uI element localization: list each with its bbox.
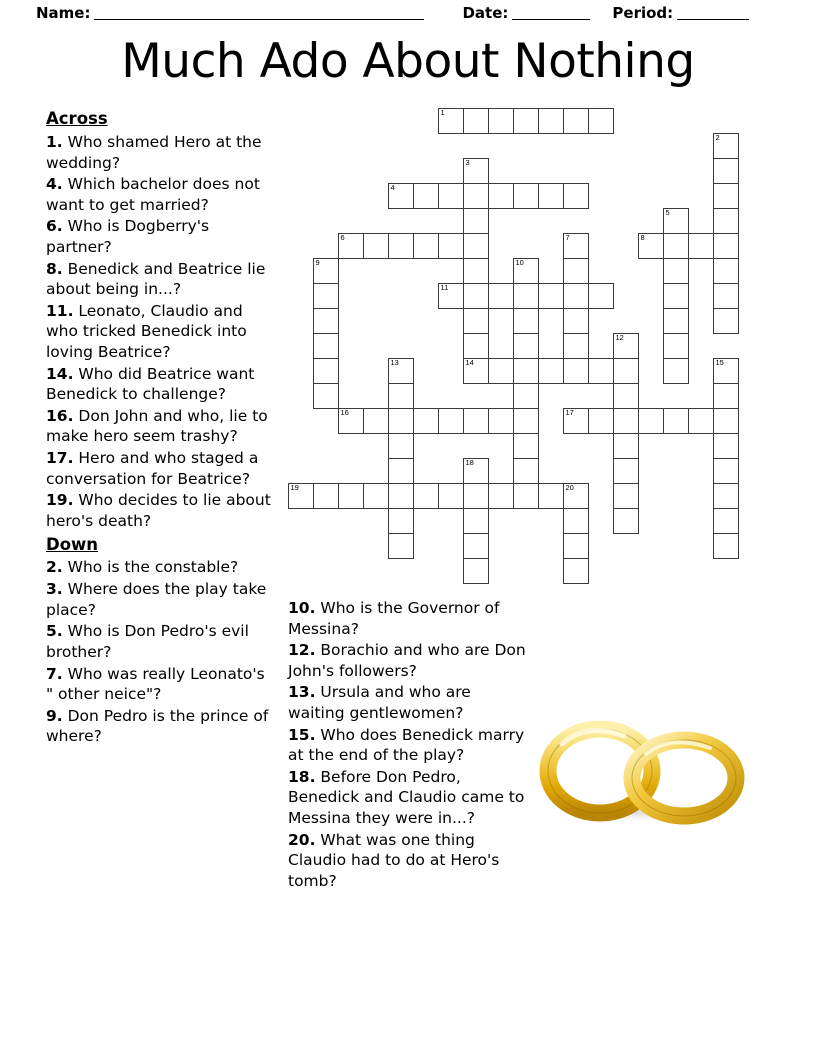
grid-cell[interactable] <box>663 233 689 259</box>
grid-cell-number: 11 <box>440 283 449 292</box>
grid-cell-numbered-1[interactable] <box>438 108 464 134</box>
grid-cell-number: 2 <box>715 133 720 142</box>
clue-across-11 <box>46 301 276 363</box>
grid-cell-number: 4 <box>390 183 395 192</box>
grid-cell-numbered-9[interactable] <box>313 258 339 284</box>
clue-number: 3. <box>46 580 63 599</box>
clue-text: Don Pedro is the prince of where? <box>46 706 269 746</box>
grid-cell-number: 7 <box>565 233 570 242</box>
down-clue-list-part2 <box>288 598 528 892</box>
grid-cell[interactable] <box>388 408 414 434</box>
date-label: Date: <box>462 4 509 22</box>
grid-cell[interactable] <box>563 358 589 384</box>
period-blank[interactable] <box>677 6 749 20</box>
grid-cell[interactable] <box>713 258 739 284</box>
grid-cell[interactable] <box>538 108 564 134</box>
grid-cell[interactable] <box>713 208 739 234</box>
clue-text: Ursula and who are waiting gentlewomen? <box>288 683 471 723</box>
grid-cell[interactable] <box>388 483 414 509</box>
grid-cell[interactable] <box>613 408 639 434</box>
wedding-rings-image <box>538 716 754 826</box>
grid-cell[interactable] <box>463 533 489 559</box>
grid-cell-numbered-2[interactable] <box>713 133 739 159</box>
grid-cell-number: 17 <box>565 408 574 417</box>
grid-cell-numbered-13[interactable] <box>388 358 414 384</box>
grid-cell[interactable] <box>513 358 539 384</box>
grid-cell[interactable] <box>613 458 639 484</box>
clue-column-middle <box>288 598 528 893</box>
clue-number: 9. <box>46 706 63 725</box>
clue-number: 1. <box>46 132 63 151</box>
grid-cell[interactable] <box>488 183 514 209</box>
grid-cell-numbered-14[interactable] <box>463 358 489 384</box>
grid-cell-number: 19 <box>290 483 299 492</box>
clue-across-17 <box>46 448 276 489</box>
grid-cell-number: 10 <box>515 258 524 267</box>
clue-text: Who is Dogberry's partner? <box>46 217 210 256</box>
grid-cell[interactable] <box>613 508 639 534</box>
down-heading: Down <box>46 534 99 554</box>
grid-cell[interactable] <box>388 233 414 259</box>
grid-cell[interactable] <box>363 233 389 259</box>
clue-text: Before Don Pedro, Benedick and Claudio came to Messina they were in...? <box>288 767 525 828</box>
clue-number: 8. <box>46 259 63 278</box>
clue-text: Borachio and who are Don John's followers? <box>288 641 526 680</box>
clue-number: 14. <box>46 364 74 383</box>
clue-number: 19. <box>46 491 74 510</box>
clue-across-1 <box>46 132 276 173</box>
clue-down-2 <box>46 557 276 578</box>
grid-cell[interactable] <box>313 333 339 359</box>
grid-cell[interactable] <box>513 433 539 459</box>
grid-cell[interactable] <box>563 183 589 209</box>
clue-text: Who is the constable? <box>62 558 239 577</box>
grid-cell[interactable] <box>613 383 639 409</box>
grid-cell-numbered-11[interactable] <box>438 283 464 309</box>
grid-cell[interactable] <box>563 108 589 134</box>
grid-cell[interactable] <box>313 308 339 334</box>
grid-cell[interactable] <box>513 383 539 409</box>
grid-cell[interactable] <box>563 283 589 309</box>
grid-cell[interactable] <box>563 258 589 284</box>
grid-cell[interactable] <box>438 183 464 209</box>
grid-cell-numbered-8[interactable] <box>638 233 664 259</box>
grid-cell[interactable] <box>563 533 589 559</box>
grid-cell[interactable] <box>413 183 439 209</box>
grid-cell[interactable] <box>488 408 514 434</box>
grid-cell[interactable] <box>713 508 739 534</box>
grid-cell[interactable] <box>713 433 739 459</box>
grid-cell[interactable] <box>513 333 539 359</box>
grid-cell[interactable] <box>488 358 514 384</box>
grid-cell[interactable] <box>663 258 689 284</box>
grid-cell[interactable] <box>338 483 364 509</box>
grid-cell-numbered-12[interactable] <box>613 333 639 359</box>
grid-cell[interactable] <box>438 408 464 434</box>
clue-across-8 <box>46 259 276 300</box>
grid-cell[interactable] <box>513 458 539 484</box>
grid-cell[interactable] <box>463 183 489 209</box>
grid-cell-numbered-19[interactable] <box>288 483 314 509</box>
grid-cell[interactable] <box>613 358 639 384</box>
grid-cell[interactable] <box>463 558 489 584</box>
clue-across-4 <box>46 174 276 215</box>
grid-cell[interactable] <box>413 408 439 434</box>
grid-cell-numbered-3[interactable] <box>463 158 489 184</box>
clue-text: Benedick and Beatrice lie about being in...? <box>46 259 266 299</box>
grid-cell[interactable] <box>713 408 739 434</box>
clue-down-5 <box>46 621 276 662</box>
grid-cell[interactable] <box>463 108 489 134</box>
grid-cell[interactable] <box>688 233 714 259</box>
name-blank[interactable] <box>94 6 424 20</box>
clue-number: 7. <box>46 664 63 683</box>
grid-cell[interactable] <box>588 108 614 134</box>
grid-cell[interactable] <box>713 183 739 209</box>
date-blank[interactable] <box>512 6 590 20</box>
clue-number: 13. <box>288 683 316 702</box>
clue-text: Don John and who, lie to make hero seem trashy? <box>46 406 268 446</box>
grid-cell[interactable] <box>538 183 564 209</box>
grid-cell[interactable] <box>713 458 739 484</box>
grid-cell[interactable] <box>363 483 389 509</box>
clue-across-16 <box>46 406 276 447</box>
grid-cell-numbered-10[interactable] <box>513 258 539 284</box>
grid-cell[interactable] <box>388 508 414 534</box>
clue-text: Who was really Leonato's " other neice"? <box>46 664 265 704</box>
grid-cell-numbered-15[interactable] <box>713 358 739 384</box>
grid-cell[interactable] <box>613 483 639 509</box>
grid-cell[interactable] <box>463 408 489 434</box>
grid-cell[interactable] <box>513 483 539 509</box>
down-clue-list-part1 <box>46 557 276 746</box>
grid-cell-numbered-16[interactable] <box>338 408 364 434</box>
grid-cell[interactable] <box>463 233 489 259</box>
grid-cell[interactable] <box>538 283 564 309</box>
clue-column-left <box>46 106 276 748</box>
grid-cell[interactable] <box>663 358 689 384</box>
grid-cell[interactable] <box>438 233 464 259</box>
grid-cell[interactable] <box>663 308 689 334</box>
clue-number: 5. <box>46 622 63 641</box>
grid-cell-number: 9 <box>315 258 320 267</box>
clue-number: 15. <box>288 725 316 744</box>
grid-cell[interactable] <box>313 383 339 409</box>
grid-cell[interactable] <box>313 483 339 509</box>
grid-cell-number: 15 <box>715 358 724 367</box>
grid-cell[interactable] <box>713 233 739 259</box>
grid-cell[interactable] <box>363 408 389 434</box>
clue-text: Leonato, Claudio and who tricked Benedick into loving Beatrice? <box>46 301 247 362</box>
grid-cell[interactable] <box>713 283 739 309</box>
across-heading: Across <box>46 109 108 128</box>
page-title: Much Ado About Nothing <box>121 34 695 89</box>
grid-cell[interactable] <box>513 183 539 209</box>
grid-cell-numbered-18[interactable] <box>463 458 489 484</box>
grid-cell-numbered-20[interactable] <box>563 483 589 509</box>
grid-cell[interactable] <box>513 408 539 434</box>
grid-cell[interactable] <box>588 283 614 309</box>
grid-cell[interactable] <box>488 283 514 309</box>
grid-cell[interactable] <box>313 358 339 384</box>
grid-cell[interactable] <box>563 558 589 584</box>
grid-cell[interactable] <box>513 308 539 334</box>
clue-down-12 <box>288 640 528 681</box>
grid-cell[interactable] <box>638 408 664 434</box>
grid-cell[interactable] <box>413 483 439 509</box>
clue-down-18 <box>288 767 528 829</box>
grid-cell[interactable] <box>463 333 489 359</box>
grid-cell[interactable] <box>713 308 739 334</box>
grid-cell[interactable] <box>413 233 439 259</box>
name-label: Name: <box>36 4 91 22</box>
grid-cell-numbered-5[interactable] <box>663 208 689 234</box>
clue-number: 10. <box>288 599 316 617</box>
grid-cell[interactable] <box>613 433 639 459</box>
grid-cell-number: 1 <box>440 108 445 117</box>
grid-cell-number: 8 <box>640 233 645 242</box>
clue-text: Where does the play take place? <box>46 580 267 619</box>
grid-cell[interactable] <box>713 483 739 509</box>
clue-number: 16. <box>46 406 74 425</box>
clue-number: 11. <box>46 301 74 320</box>
clue-text: Who did Beatrice want Benedick to challenge? <box>46 364 255 404</box>
grid-cell[interactable] <box>563 508 589 534</box>
clue-number: 2. <box>46 558 63 577</box>
grid-cell[interactable] <box>463 283 489 309</box>
grid-cell-number: 18 <box>465 458 474 467</box>
grid-cell[interactable] <box>388 533 414 559</box>
grid-cell[interactable] <box>538 483 564 509</box>
clue-number: 18. <box>288 767 316 786</box>
grid-cell-numbered-7[interactable] <box>563 233 589 259</box>
clue-text: Who shamed Hero at the wedding? <box>46 132 262 172</box>
grid-cell[interactable] <box>463 508 489 534</box>
clue-text: What was one thing Claudio had to do at Hero's tomb? <box>288 830 500 890</box>
grid-cell[interactable] <box>463 483 489 509</box>
grid-cell[interactable] <box>388 458 414 484</box>
grid-cell[interactable] <box>663 283 689 309</box>
grid-cell[interactable] <box>438 483 464 509</box>
crossword-grid[interactable] <box>288 108 758 588</box>
clue-across-6 <box>46 216 276 257</box>
grid-cell-number: 14 <box>465 358 474 367</box>
clue-down-13 <box>288 682 528 723</box>
clue-across-14 <box>46 364 276 405</box>
grid-cell[interactable] <box>713 158 739 184</box>
clue-down-10 <box>288 598 528 639</box>
grid-cell[interactable] <box>713 383 739 409</box>
grid-cell[interactable] <box>513 283 539 309</box>
clue-number: 12. <box>288 641 316 660</box>
clue-text: Hero and who staged a conversation for Beatrice? <box>46 449 259 488</box>
grid-cell[interactable] <box>313 283 339 309</box>
clue-text: Who does Benedick marry at the end of the play? <box>288 725 525 765</box>
grid-cell-numbered-6[interactable] <box>338 233 364 259</box>
grid-cell[interactable] <box>488 483 514 509</box>
clue-down-9 <box>46 706 276 747</box>
grid-cell-number: 16 <box>340 408 349 417</box>
grid-cell-number: 20 <box>565 483 574 492</box>
clue-across-19 <box>46 490 276 531</box>
clue-number: 17. <box>46 449 74 468</box>
clue-text: Who is Don Pedro's evil brother? <box>46 622 249 661</box>
grid-cell-numbered-4[interactable] <box>388 183 414 209</box>
clue-number: 20. <box>288 830 316 849</box>
clue-down-7 <box>46 664 276 705</box>
clue-down-3 <box>46 579 276 620</box>
period-label: Period: <box>612 4 674 22</box>
grid-cell-number: 5 <box>665 208 670 217</box>
clue-number: 6. <box>46 217 63 236</box>
grid-cell[interactable] <box>488 108 514 134</box>
grid-cell[interactable] <box>663 333 689 359</box>
grid-cell[interactable] <box>563 333 589 359</box>
grid-cell[interactable] <box>388 383 414 409</box>
grid-cell[interactable] <box>463 208 489 234</box>
grid-cell[interactable] <box>688 408 714 434</box>
clue-text: Which bachelor does not want to get married? <box>46 175 260 214</box>
clue-text: Who decides to lie about hero's death? <box>46 491 271 530</box>
across-clue-list <box>46 132 276 532</box>
grid-cell[interactable] <box>663 408 689 434</box>
grid-cell[interactable] <box>388 433 414 459</box>
grid-cell-numbered-17[interactable] <box>563 408 589 434</box>
grid-cell-number: 6 <box>340 233 345 242</box>
grid-cell[interactable] <box>513 108 539 134</box>
clue-down-15 <box>288 725 528 766</box>
grid-cell[interactable] <box>713 533 739 559</box>
grid-cell-number: 3 <box>465 158 470 167</box>
grid-cell[interactable] <box>538 358 564 384</box>
grid-cell[interactable] <box>463 258 489 284</box>
grid-cell[interactable] <box>563 308 589 334</box>
grid-cell-number: 13 <box>390 358 399 367</box>
grid-cell[interactable] <box>588 408 614 434</box>
grid-cell-number: 12 <box>615 333 624 342</box>
grid-cell[interactable] <box>588 358 614 384</box>
clue-text: Who is the Governor of Messina? <box>288 599 500 638</box>
clue-number: 4. <box>46 175 63 194</box>
clue-down-20 <box>288 830 528 892</box>
student-info-header <box>36 0 780 26</box>
grid-cell[interactable] <box>463 308 489 334</box>
